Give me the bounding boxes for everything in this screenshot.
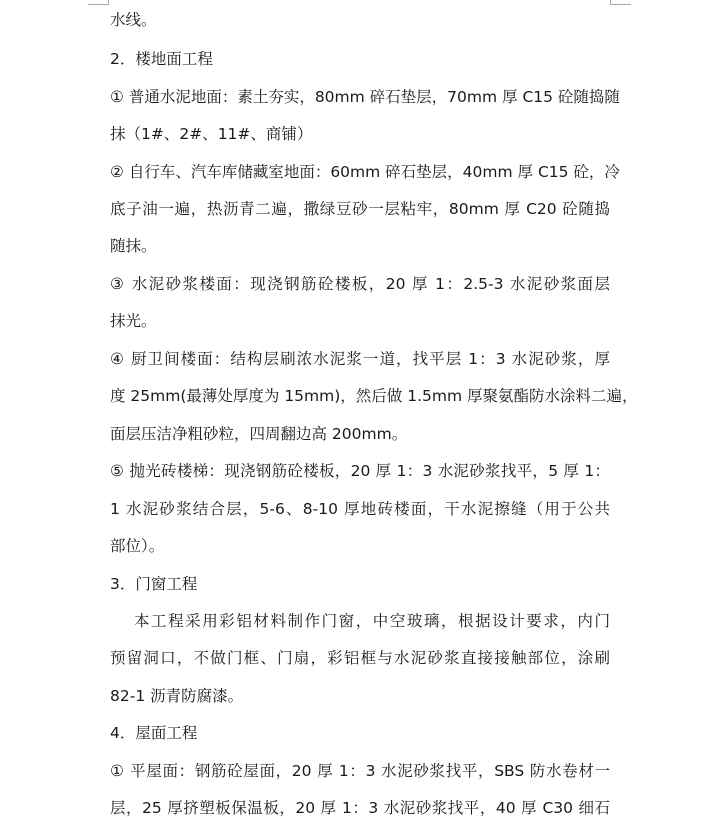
text-line: 部位）。 <box>110 537 165 555</box>
text-line: 底子油一遍，热沥青二遍，撒绿豆砂一层粘牢，80mm 厚 C20 砼随捣 <box>110 200 610 218</box>
text-line: ② 自行车、汽车库储藏室地面：60mm 碎石垫层，40mm 厚 C15 砼，冷 <box>110 163 620 181</box>
text-line: 层，25 厚挤塑板保温板，20 厚 1：3 水泥砂浆找平，40 厚 C30 细石 <box>110 799 610 817</box>
section-heading: 2．楼地面工程 <box>110 50 213 68</box>
text-line: ① 普通水泥地面：素土夯实，80mm 碎石垫层，70mm 厚 C15 砼随捣随 <box>110 88 620 106</box>
text-line: 度 25mm(最薄处厚度为 15mm)，然后做 1.5mm 厚聚氨酯防水涂料二遍， <box>110 387 638 405</box>
text-line: ⑤ 抛光砖楼梯：现浇钢筋砼楼板，20 厚 1：3 水泥砂浆找平，5 厚 1： <box>110 462 610 480</box>
text-line: 82-1 沥青防腐漆。 <box>110 687 244 705</box>
text-line: 水线。 <box>110 11 157 29</box>
text-line: ④ 厨卫间楼面：结构层刷浓水泥浆一道，找平层 1：3 水泥砂浆，厚 <box>110 350 610 368</box>
text-line: 面层压洁净粗砂粒，四周翻边高 200mm。 <box>110 425 408 443</box>
text-line: 抹（1#、2#、11#、商铺） <box>110 125 313 143</box>
section-heading: 4．屋面工程 <box>110 724 198 742</box>
text-line: 预留洞口，不做门框、门扇，彩铝框与水泥砂浆直接接触部位，涂刷 <box>110 649 610 667</box>
left-margin-crop-mark <box>88 0 109 5</box>
text-line: 1 水泥砂浆结合层，5-6、8-10 厚地砖楼面，干水泥擦缝（用于公共 <box>110 500 610 518</box>
right-margin-crop-mark <box>610 0 631 5</box>
text-line: 随抹。 <box>110 237 157 255</box>
section-heading: 3．门窗工程 <box>110 575 198 593</box>
text-line: 抹光。 <box>110 312 157 330</box>
text-line: ① 平屋面：钢筋砼屋面，20 厚 1：3 水泥砂浆找平，SBS 防水卷材一 <box>110 762 610 780</box>
text-line: 本工程采用彩铝材料制作门窗，中空玻璃，根据设计要求，内门 <box>134 612 610 630</box>
text-line: ③ 水泥砂浆楼面：现浇钢筋砼楼板，20 厚 1：2.5-3 水泥砂浆面层 <box>110 275 610 293</box>
